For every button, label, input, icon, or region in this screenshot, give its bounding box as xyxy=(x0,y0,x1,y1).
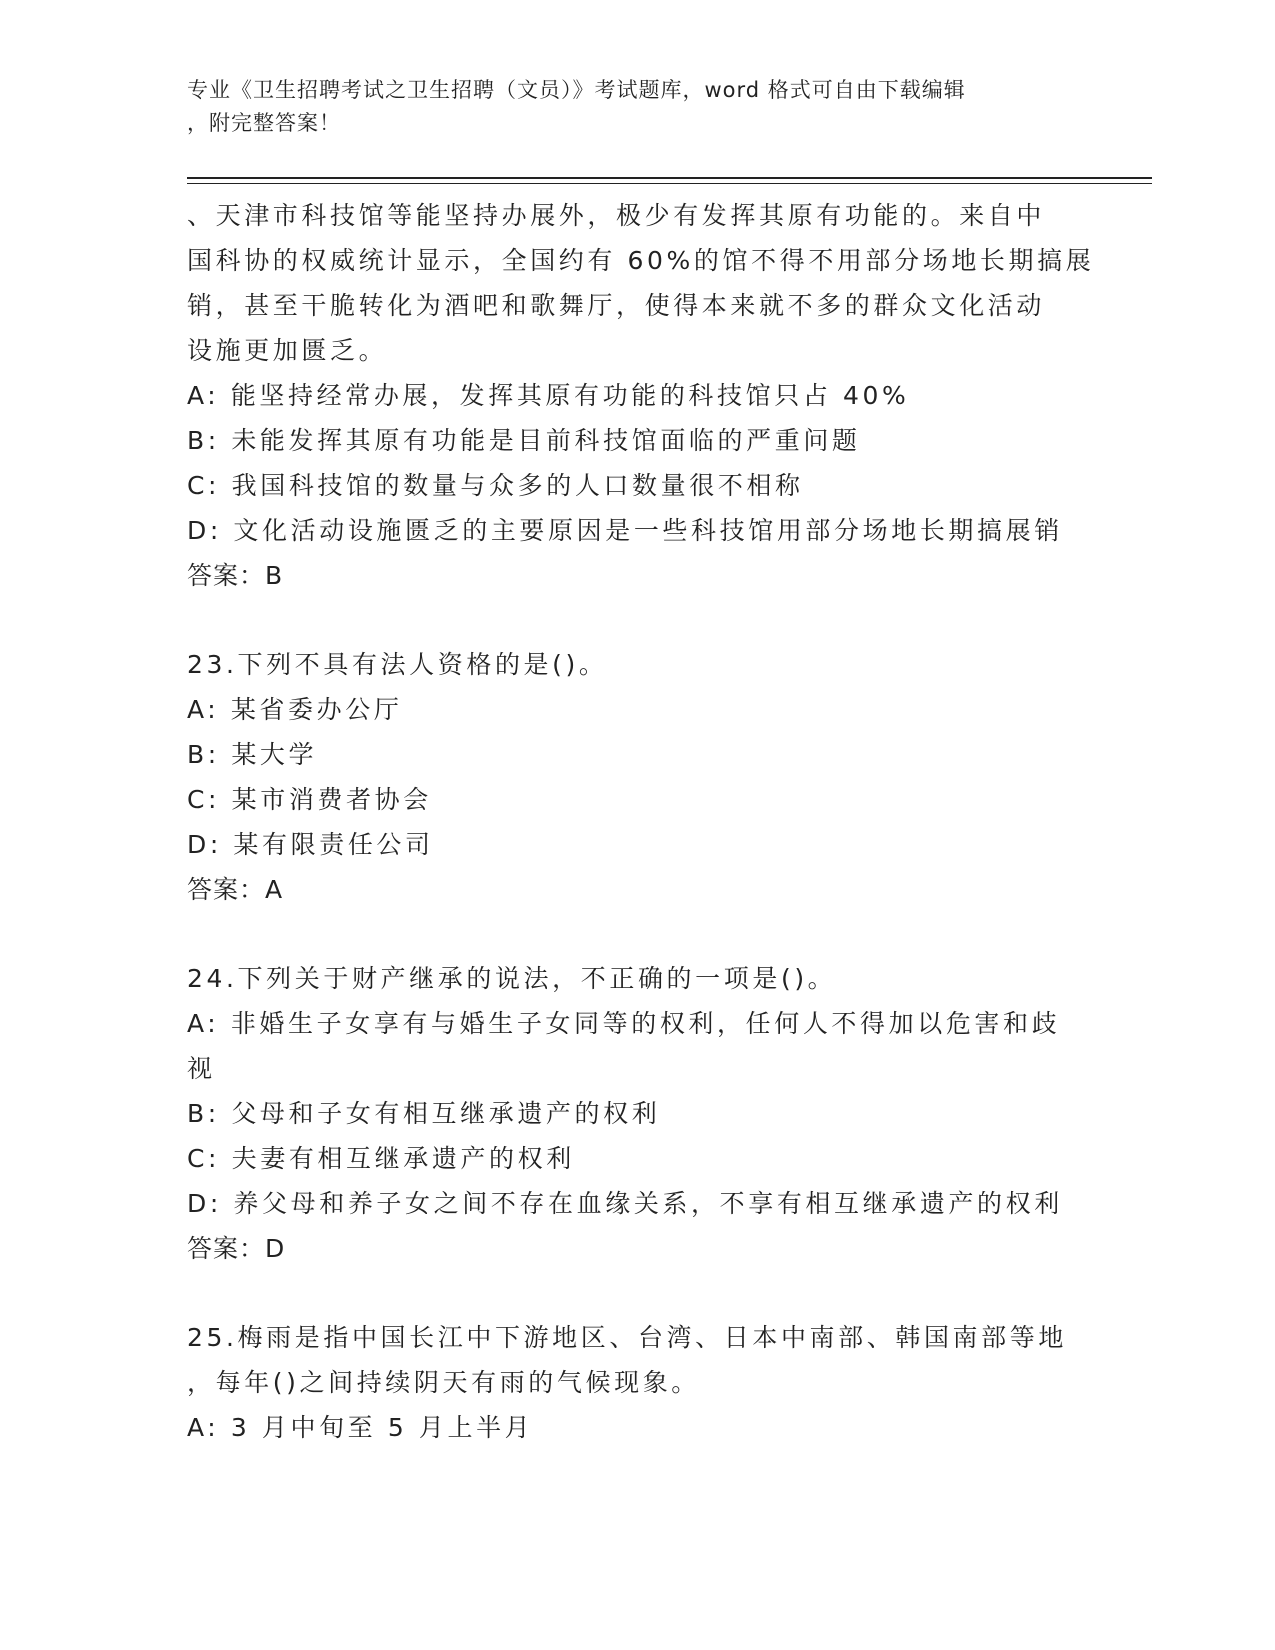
question-stem: 24.下列关于财产继承的说法，不正确的一项是()。 xyxy=(187,964,837,993)
header-divider-thick xyxy=(187,177,1152,179)
option-c: C: 某市消费者协会 xyxy=(187,785,432,814)
question-stem: 25.梅雨是指中国长江中下游地区、台湾、日本中南部、韩国南部等地 xyxy=(187,1323,1067,1352)
answer-line: 答案：A xyxy=(187,875,284,904)
option-b: B: 未能发挥其原有功能是目前科技馆面临的严重问题 xyxy=(187,426,861,455)
question-23 xyxy=(187,642,1087,912)
answer-line: 答案：D xyxy=(187,1234,286,1263)
question-22 xyxy=(187,193,1095,598)
option-a: A: 3 月中旬至 5 月上半月 xyxy=(187,1413,534,1442)
question-stem-continued: ，每年()之间持续阴天有雨的气候现象。 xyxy=(187,1368,700,1397)
spacer xyxy=(187,1271,1087,1315)
option-d: D: 文化活动设施匮乏的主要原因是一些科技馆用部分场地长期搞展销 xyxy=(187,516,1063,545)
option-d: D: 某有限责任公司 xyxy=(187,830,434,859)
question-text-line: 国科协的权威统计显示，全国约有 60%的馆不得不用部分场地长期搞展 xyxy=(187,246,1095,275)
option-a: A: 某省委办公厅 xyxy=(187,695,403,724)
question-stem: 23.下列不具有法人资格的是()。 xyxy=(187,650,608,679)
header-divider-thin xyxy=(187,183,1152,184)
option-b: B: 某大学 xyxy=(187,740,318,769)
question-text-line: 、天津市科技馆等能坚持办展外，极少有发挥其原有功能的。来自中 xyxy=(187,201,1046,230)
spacer xyxy=(187,598,1087,642)
option-a-continued: 视 xyxy=(187,1054,216,1083)
option-d: D: 养父母和养子女之间不存在血缘关系，不享有相互继承遗产的权利 xyxy=(187,1189,1063,1218)
option-b: B: 父母和子女有相互继承遗产的权利 xyxy=(187,1099,661,1128)
option-c: C: 我国科技馆的数量与众多的人口数量很不相称 xyxy=(187,471,804,500)
question-text-line: 设施更加匮乏。 xyxy=(187,336,388,365)
spacer xyxy=(187,912,1087,956)
option-a: A: 非婚生子女享有与婚生子女同等的权利，任何人不得加以危害和歧 xyxy=(187,1009,1061,1038)
document-header xyxy=(187,74,1067,140)
answer-line: 答案：B xyxy=(187,561,284,590)
option-c: C: 夫妻有相互继承遗产的权利 xyxy=(187,1144,575,1173)
header-line-2: ，附完整答案！ xyxy=(187,111,341,135)
question-text-line: 销，甚至干脆转化为酒吧和歌舞厅，使得本来就不多的群众文化活动 xyxy=(187,291,1046,320)
option-a: A: 能坚持经常办展，发挥其原有功能的科技馆只占 40% xyxy=(187,381,910,410)
header-line-1: 专业《卫生招聘考试之卫生招聘（文员）》考试题库，word 格式可自由下载编辑 xyxy=(187,78,966,102)
question-25 xyxy=(187,1315,1087,1450)
question-24 xyxy=(187,956,1087,1271)
document-body xyxy=(187,193,1095,1450)
